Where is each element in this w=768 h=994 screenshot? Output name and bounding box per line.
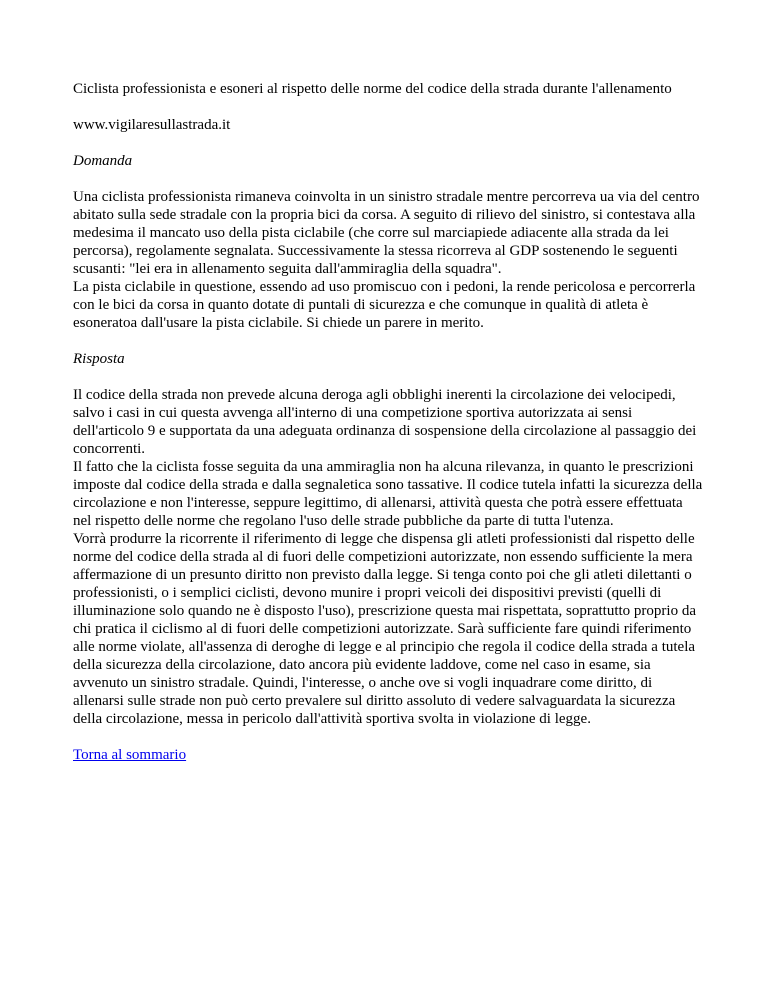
document-page [73,80,703,764]
question-label: Domanda [73,153,133,169]
back-link-container [73,746,703,764]
question-paragraph: Una ciclista professionista rimaneva coinvolta in un sinistro stradale mentre percorreva ua via del centro abitato sulla sede stradale con la propria bici da corsa. A seguito di rilievo del sinistro, si contestava alla medesima il mancato uso della pista ciclabile (che corre sul marciapiede adiacente alla strada da lei percorsa), regolamente segnalata. Successivamente la stessa ricorreva al GDP sostenendo le seguenti scusanti: "lei era in allenamento seguita dall'ammiraglia della squadra". [73,189,700,277]
answer-paragraph: Vorrà produrre la ricorrente il riferimento di legge che dispensa gli atleti professionisti dal rispetto delle norme del codice della strada al di fuori delle competizioni autorizzate, non essendo sufficiente la mera affermazione di un presunto diritto non previsto dalla legge. Si tenga conto poi che gli atleti dilettanti o professionisti, o i semplici ciclisti, devono munire i propri veicoli dei dispositivi previsti (quelli di illuminazione solo quando ne è disposto l'uso), prescrizione questa mai rispettata, soprattutto proprio da chi pratica il ciclismo al di fuori delle competizioni autorizzate. Sarà sufficiente fare quindi riferimento alle norme violate, all'assenza di deroghe di legge e al principio che regola il codice della strada a tutela della sicurezza della circolazione, dato ancora più evidente laddove, come nel caso in esame, sia avvenuto un sinistro stradale. Quindi, l'interesse, o anche ove si vogli inquadrare come diritto, di allenarsi sulle strade non può certo prevalere sul diritto assoluto di vedere salvaguardata la sicurezza della circolazione, messa in pericolo dall'attività sportiva svolta in violazione di legge. [73,531,696,727]
question-paragraph: La pista ciclabile in questione, essendo ad uso promiscuo con i pedoni, la rende pericolosa e percorrerla con le bici da corsa in quanto dotate di puntali di sicurezza e che comunque in qualità di atleta è esoneratoa dall'usare la pista ciclabile. Si chiede un parere in merito. [73,279,696,331]
document-title: Ciclista professionista e esoneri al rispetto delle norme del codice della strada durante l'allenamento [73,81,672,97]
answer-paragraph: Il fatto che la ciclista fosse seguita da una ammiraglia non ha alcuna rilevanza, in quanto le prescrizioni imposte dal codice della strada e dalla segnaletica sono tassative. Il codice tutela infatti la sicurezza della circolazione e non l'interesse, seppure legittimo, di allenarsi, attività questa che potrà essere effettuata nel rispetto delle norme che regolano l'uso delle strade pubbliche da parte di tutta l'utenza. [73,459,703,529]
answer-text [73,386,703,728]
answer-label: Risposta [73,351,125,367]
answer-paragraph: Il codice della strada non prevede alcuna deroga agli obblighi inerenti la circolazione dei velocipedi, salvo i casi in cui questa avvenga all'interno di una competizione sportiva autorizzata ai sensi dell'articolo 9 e supportata da una adeguata ordinanza di sospensione della circolazione al passaggio dei concorrenti. [73,387,697,457]
question-text [73,188,703,332]
back-to-summary-link[interactable]: Torna al sommario [73,747,187,763]
website-url: www.vigilaresullastrada.it [73,117,231,133]
